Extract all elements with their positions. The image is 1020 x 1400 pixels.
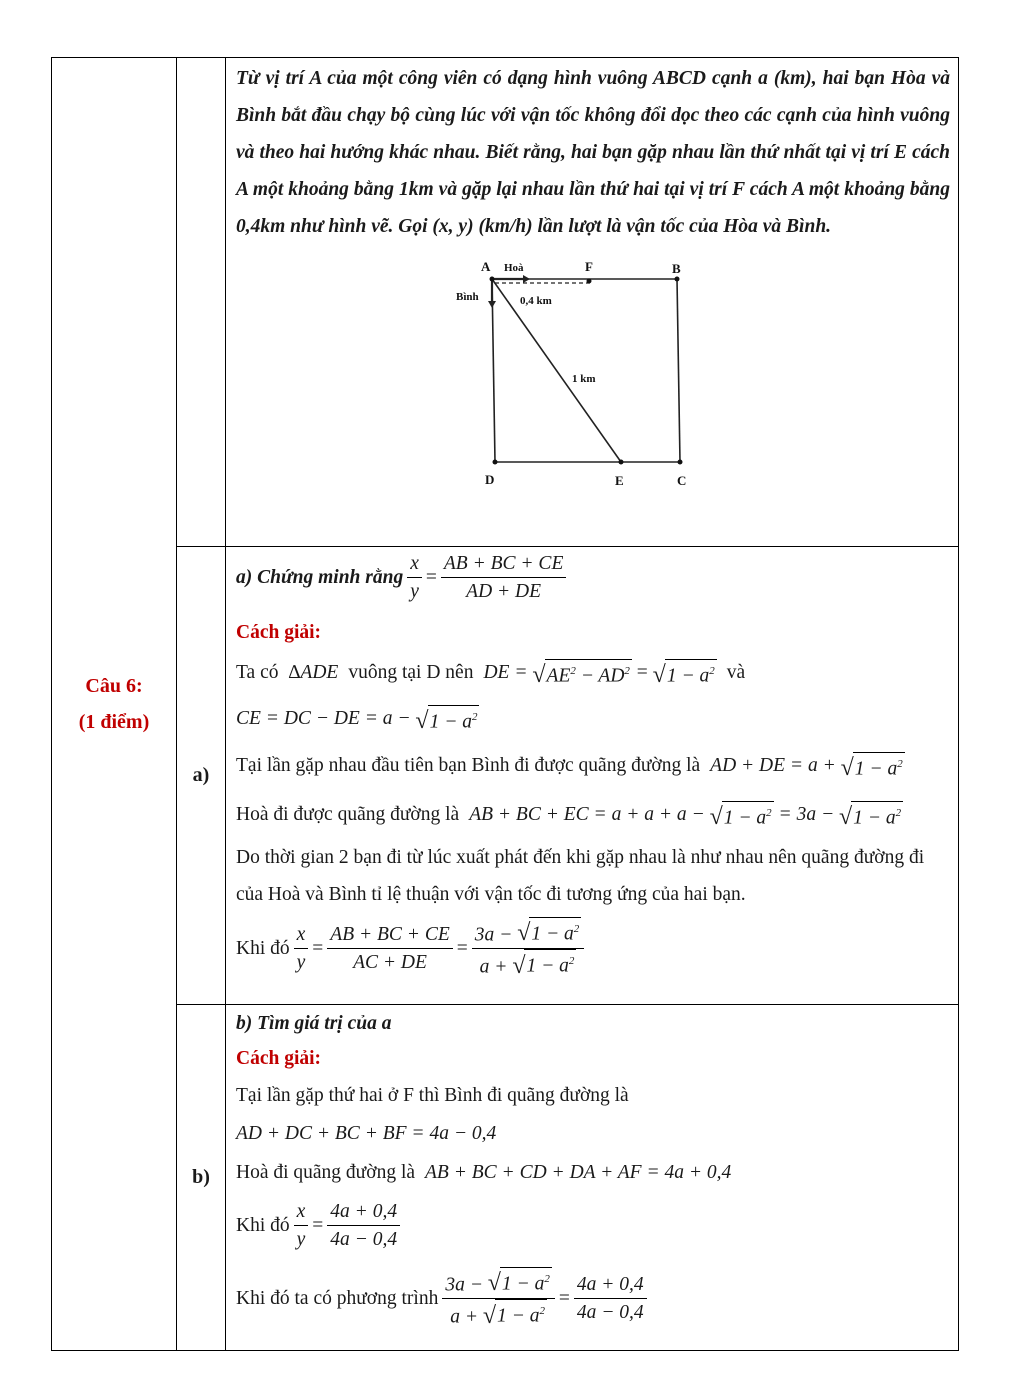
empty-cell <box>177 58 226 547</box>
question-points: (1 điểm) <box>78 711 150 733</box>
part-b-text-1: Tại lần gặp thứ hai ở F thì Bình đi quãng đường là <box>236 1085 629 1106</box>
part-a-cell: a) Chứng minh rằng $\frac{x}{y}$ = $\frac{AB + BC + CE}{AD + DE}$ Cách giải: Ta có ∆ADE vuông tại D nên DE = √ $AE^2 - AD^2$ = √ $1 - a^2$ và CE = DC − DE = a − √ $1 - a^2$ Tại lần gặp nhau đầu tiên bạn Bình đi được quãng đường là AD + DE = a + √ $1 - a^2$ Hoà đi được quãng đường là AB + BC + EC = a + a + a − √ $1 - a^2$ = 3a − √ $1 - a^2$ Do thời gian 2 bạn đi từ lúc xuất phát đến khi gặp nhau là như nhau nên quãng đường đi của Hoà và Bình tỉ lệ thuận với vận tốc đi tương ứng của hai bạn. Khi đó $\frac{x}{y}$ = $\frac{AB + BC + CE}{AC + DE}$ = 3a − √ $1 - a^2$ a + √ $1 - a^2$ <box>226 547 959 1005</box>
part-b-title: b) Tìm giá trị của a <box>236 1013 392 1034</box>
part-b-text-4: Khi đó ta có phương trình <box>236 1288 439 1309</box>
ce-formula: CE = DC − DE = a − √ $1 - a^2$ <box>236 697 950 741</box>
part-b-text-2: Hoà đi quãng đường là <box>236 1162 416 1183</box>
vertex-e-label: E <box>615 473 624 488</box>
solution-table <box>51 57 959 1351</box>
part-a-text-1a: Ta có <box>236 662 279 683</box>
part-a-text-1b: vuông tại D nên <box>348 662 474 683</box>
part-a-text-1c: và <box>726 662 746 683</box>
square-diagram <box>456 259 761 501</box>
binh-distance-formula: AD + DC + BC + BF = 4a − 0,4 <box>236 1123 497 1144</box>
question-label: Câu 6: <box>85 675 143 697</box>
part-b-cell: b) Tìm giá trị của a Cách giải: Tại lần gặp thứ hai ở F thì Bình đi quãng đường là AD + DC + BC + BF = 4a − 0,4 Hoà đi quãng đường là AB + BC + CD + DA + AF = 4a + 0,4 Khi đó $\frac{x}{y}$ = $\frac{4a + 0,4}{4a - 0,4}$ Khi đó ta có phương trình 3a − √ $1 - a^2$ a + √ $1 - a^2$ = $\frac{4a + 0,4}{4a - 0,4}$ <box>226 1005 959 1351</box>
triangle-ade: ∆ADE <box>288 662 339 683</box>
vertex-b-label: B <box>672 261 681 276</box>
part-b-method: Cách giải: <box>236 1048 322 1069</box>
part-a-label: a) <box>192 764 210 786</box>
af-distance-label: 0,4 km <box>520 295 552 307</box>
part-b-text-3: Khi đó <box>236 1215 290 1236</box>
binh-label: Bình <box>456 291 479 303</box>
ae-distance-label: 1 km <box>572 373 596 385</box>
part-b-label: b) <box>192 1166 210 1188</box>
part-a-text-3: Hoà đi được quãng đường là <box>236 804 460 825</box>
question-label-cell <box>52 58 177 1351</box>
problem-cell <box>226 58 959 547</box>
part-a-method: Cách giải: <box>236 622 322 643</box>
part-a-title: a) Chứng minh rằng <box>236 567 404 588</box>
claim-formula: $\frac{x}{y}$ <box>407 551 422 606</box>
vertex-f-label: F <box>585 259 593 274</box>
vertex-d-label: D <box>485 472 495 487</box>
part-b-label-cell <box>177 1005 226 1351</box>
vertex-c-label: C <box>677 473 687 488</box>
vertex-a-label: A <box>481 259 491 274</box>
part-a-label-cell <box>177 547 226 1005</box>
hoa-label: Hoà <box>504 262 524 274</box>
problem-statement: Từ vị trí A của một công viên có dạng hình vuông ABCD cạnh a (km), hai bạn Hòa và Bình bắt đầu chạy bộ cùng lúc với vận tốc không đổi dọc theo các cạnh của hình vuông và theo hai hướng khác nhau. Biết rằng, hai bạn gặp nhau lần thứ nhất tại vị trí E cách A một khoảng bằng 1km và gặp lại nhau lần thứ hai tại vị trí F cách A một khoảng bằng 0,4km như hình vẽ. Gọi (x, y) (km/h) lần lượt là vận tốc của Hòa và Bình. <box>236 68 950 237</box>
part-a-text-5: Khi đó <box>236 938 290 959</box>
hoa-distance-formula: AB + BC + CD + DA + AF = 4a + 0,4 <box>425 1162 732 1183</box>
part-a-text-4: Do thời gian 2 bạn đi từ lúc xuất phát đến khi gặp nhau là như nhau nên quãng đường đi của Hoà và Bình tỉ lệ thuận với vận tốc đi tương ứng của hai bạn. <box>236 847 925 905</box>
part-a-text-2: Tại lần gặp nhau đầu tiên bạn Bình đi được quãng đường là <box>236 755 701 776</box>
